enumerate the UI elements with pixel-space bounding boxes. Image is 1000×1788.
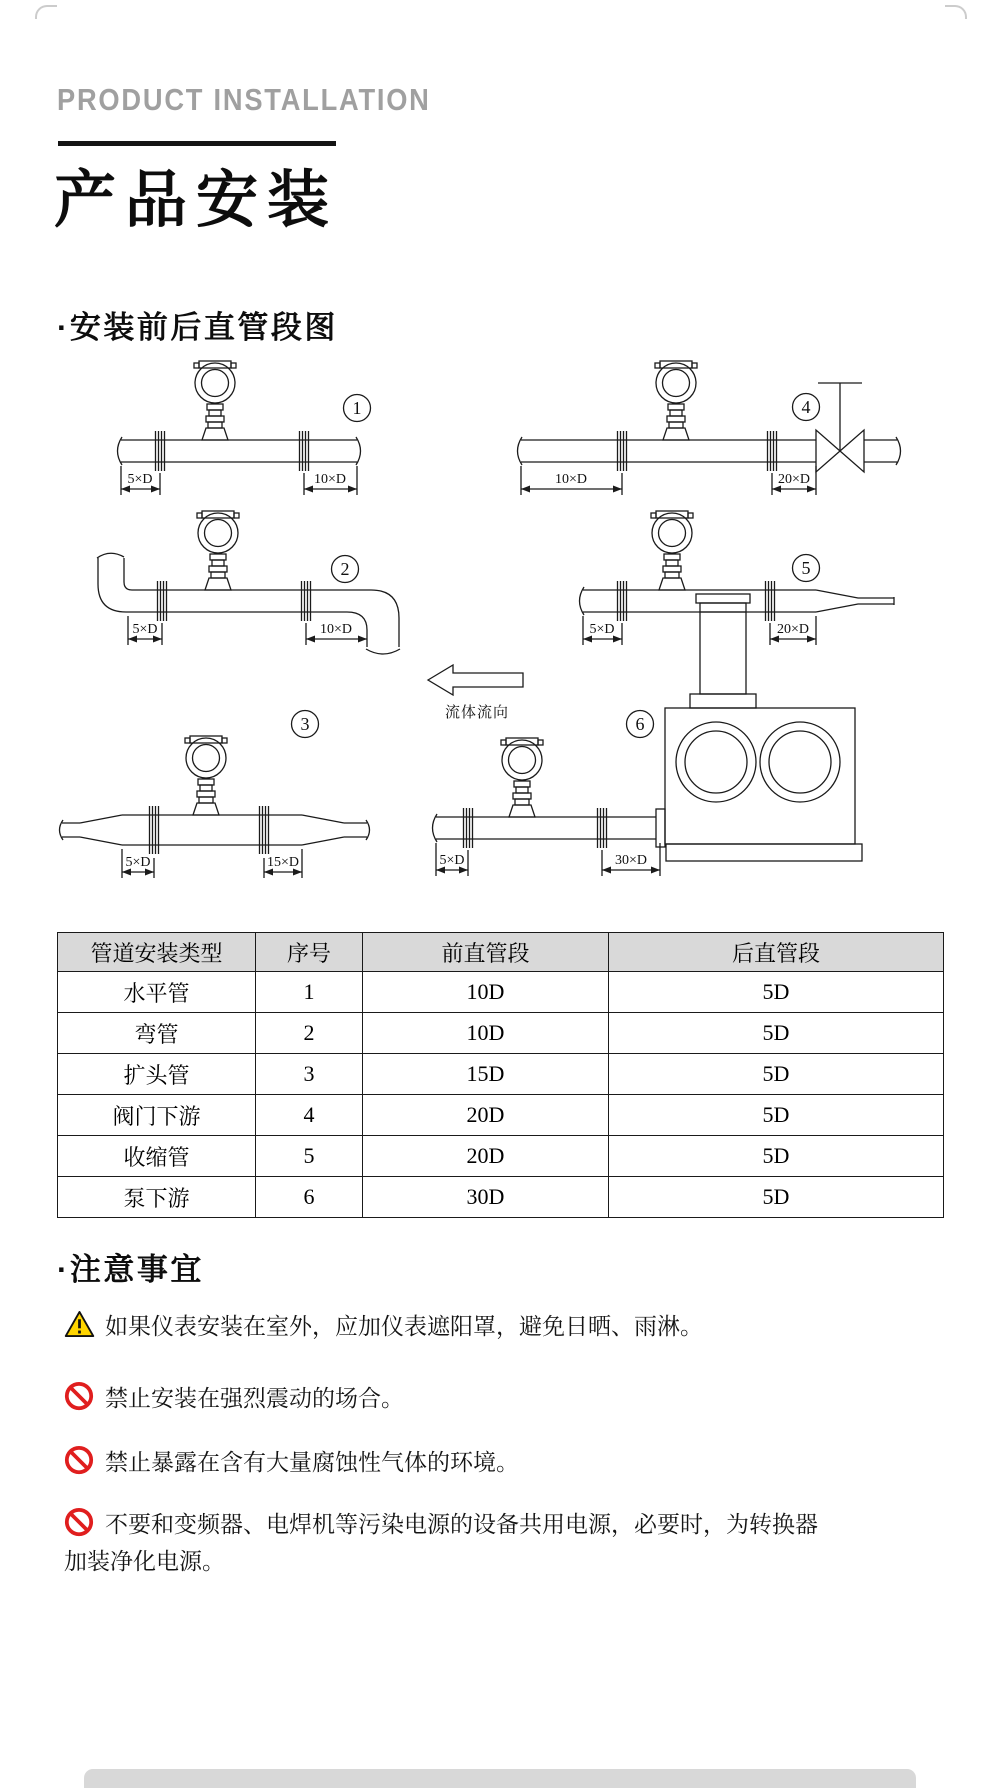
cell-type: 水平管 [58,972,256,1013]
dim-label: 5×D [439,853,465,868]
diagram-elbow-pipe [97,511,400,654]
installation-diagrams-canvas [0,330,1000,890]
cell-front: 20D [363,1095,609,1136]
title-underline [58,141,336,146]
cell-rear: 5D [609,1095,944,1136]
note-item [64,1506,832,1580]
dim-label: 5×D [132,622,158,637]
dim-label: 15×D [266,855,300,870]
table-header-index: 序号 [256,933,363,972]
note-text: 不要和变频器、电焊机等污染电源的设备共用电源，必要时，为转换器加装净化电源。 [64,1511,818,1574]
cell-index: 2 [256,1013,363,1054]
cell-rear: 5D [609,1177,944,1218]
diagram-valve-downstream [518,361,901,495]
prohibition-icon [64,1445,95,1475]
cell-type: 泵下游 [58,1177,256,1218]
section-straight-pipe-title: ·安装前后直管段图 [57,310,338,345]
cell-rear: 5D [609,1136,944,1177]
cell-rear: 5D [609,1054,944,1095]
cell-index: 3 [256,1054,363,1095]
flowmeter-symbol [651,511,693,590]
dim-label: 20×D [777,472,811,487]
dim-label: 10×D [554,472,588,487]
card-corner-left [35,5,57,19]
flowmeter-symbol [185,736,227,815]
reducer-symbol [816,590,894,612]
cell-rear: 5D [609,972,944,1013]
table-header-row [58,933,944,972]
flow-direction-label: 流体流向 [444,705,510,721]
cell-front: 15D [363,1054,609,1095]
cell-index: 6 [256,1177,363,1218]
flow-direction-arrow [428,665,523,721]
cell-type: 弯管 [58,1013,256,1054]
diagram-number: 5 [801,558,811,578]
dim-label: 20×D [776,622,810,637]
note-text: 如果仪表安装在室外，应加仪表遮阳罩，避免日晒、雨淋。 [105,1313,703,1339]
note-item [64,1380,832,1417]
cell-front: 10D [363,1013,609,1054]
straight-pipe-table [57,932,944,1218]
cell-index: 1 [256,972,363,1013]
bottom-bar [84,1769,916,1788]
flowmeter-symbol [655,361,697,440]
page-title: 产品安装 [54,166,339,235]
dim-label: 5×D [127,472,153,487]
warning-triangle-icon [64,1309,95,1339]
cell-type: 阀门下游 [58,1095,256,1136]
flowmeter-symbol [194,361,236,440]
pump-symbol [656,594,862,861]
cell-type: 扩头管 [58,1054,256,1095]
table-row [58,1136,944,1177]
dim-label: 10×D [319,622,353,637]
diagram-horizontal-pipe [118,361,371,495]
section-notes-title: ·注意事宜 [57,1252,204,1287]
prohibition-icon [64,1381,95,1411]
cell-index: 4 [256,1095,363,1136]
table-row [58,972,944,1013]
dim-label: 10×D [313,472,347,487]
diagram-number: 1 [352,398,362,418]
diagram-number: 3 [300,714,310,734]
flowmeter-symbol [501,738,543,817]
diagram-number: 6 [635,714,645,734]
prohibition-icon [64,1507,95,1537]
diagram-number: 4 [801,397,811,417]
diagram-number: 2 [340,559,350,579]
cell-index: 5 [256,1136,363,1177]
note-text: 禁止安装在强烈震动的场合。 [105,1385,404,1411]
table-row [58,1177,944,1218]
note-item [64,1444,832,1481]
cell-front: 30D [363,1177,609,1218]
table-row [58,1013,944,1054]
table-row [58,1054,944,1095]
dim-label: 30×D [614,853,648,868]
table-header-install-type: 管道安装类型 [58,933,256,972]
table-header-front-straight: 前直管段 [363,933,609,972]
eyebrow-title: PRODUCT INSTALLATION [57,82,431,117]
diagram-expander-pipe [60,711,370,879]
cell-front: 10D [363,972,609,1013]
dim-label: 5×D [589,622,615,637]
dim-label: 5×D [125,855,151,870]
note-item [64,1308,832,1345]
diagram-reducer-pipe [580,511,895,645]
cell-front: 20D [363,1136,609,1177]
flowmeter-symbol [197,511,239,590]
cell-type: 收缩管 [58,1136,256,1177]
valve-symbol [816,383,864,472]
table-row [58,1095,944,1136]
note-text: 禁止暴露在含有大量腐蚀性气体的环境。 [105,1449,519,1475]
cell-rear: 5D [609,1013,944,1054]
card-corner-right [945,5,967,19]
table-header-rear-straight: 后直管段 [609,933,944,972]
